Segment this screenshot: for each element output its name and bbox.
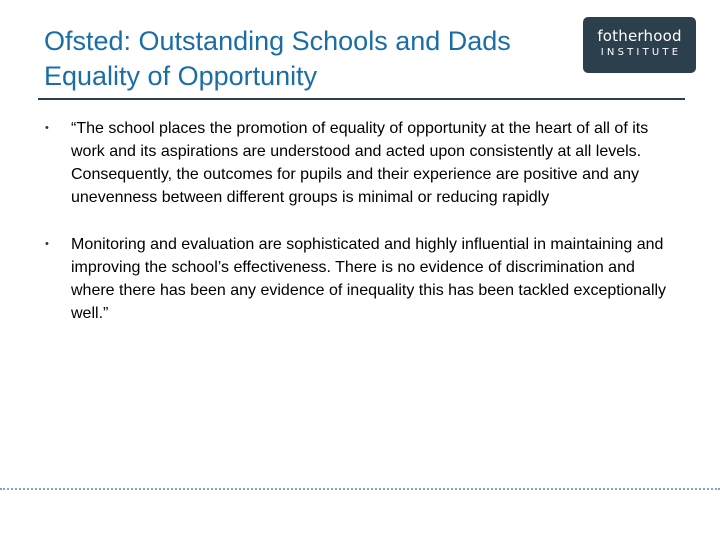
logo-subtitle: INSTITUTE [600, 47, 682, 58]
bullet-text: Monitoring and evaluation are sophisticated and highly influential in maintaining and improving the school’s effectiveness. There is no evidence of discrimination and where there has been any evidence of inequality this has been tackled exceptionally well.” [71, 236, 667, 322]
bullet-marker-icon: • [45, 238, 49, 250]
bullet-marker-icon: • [45, 122, 49, 134]
slide-title-line-1: Ofsted: Outstanding Schools and Dads [44, 26, 511, 56]
bullet-item [0, 117, 720, 209]
bullet-list [0, 117, 720, 349]
title-divider [38, 98, 685, 100]
bullet-text: “The school places the promotion of equality of opportunity at the heart of all of its work and its aspirations are understood and acted upon consistently at all levels. Consequently, the outcomes for pupils and their experience are positive and any unevenness between different groups is minimal or reducing rapidly [71, 120, 649, 206]
bullet-item [0, 233, 720, 325]
footer-divider [0, 488, 720, 490]
logo-wordmark: fotherhood [597, 27, 682, 45]
slide-title-line-2: Equality of Opportunity [44, 61, 318, 91]
slide-title [44, 24, 584, 94]
fatherhood-institute-logo [583, 17, 696, 73]
